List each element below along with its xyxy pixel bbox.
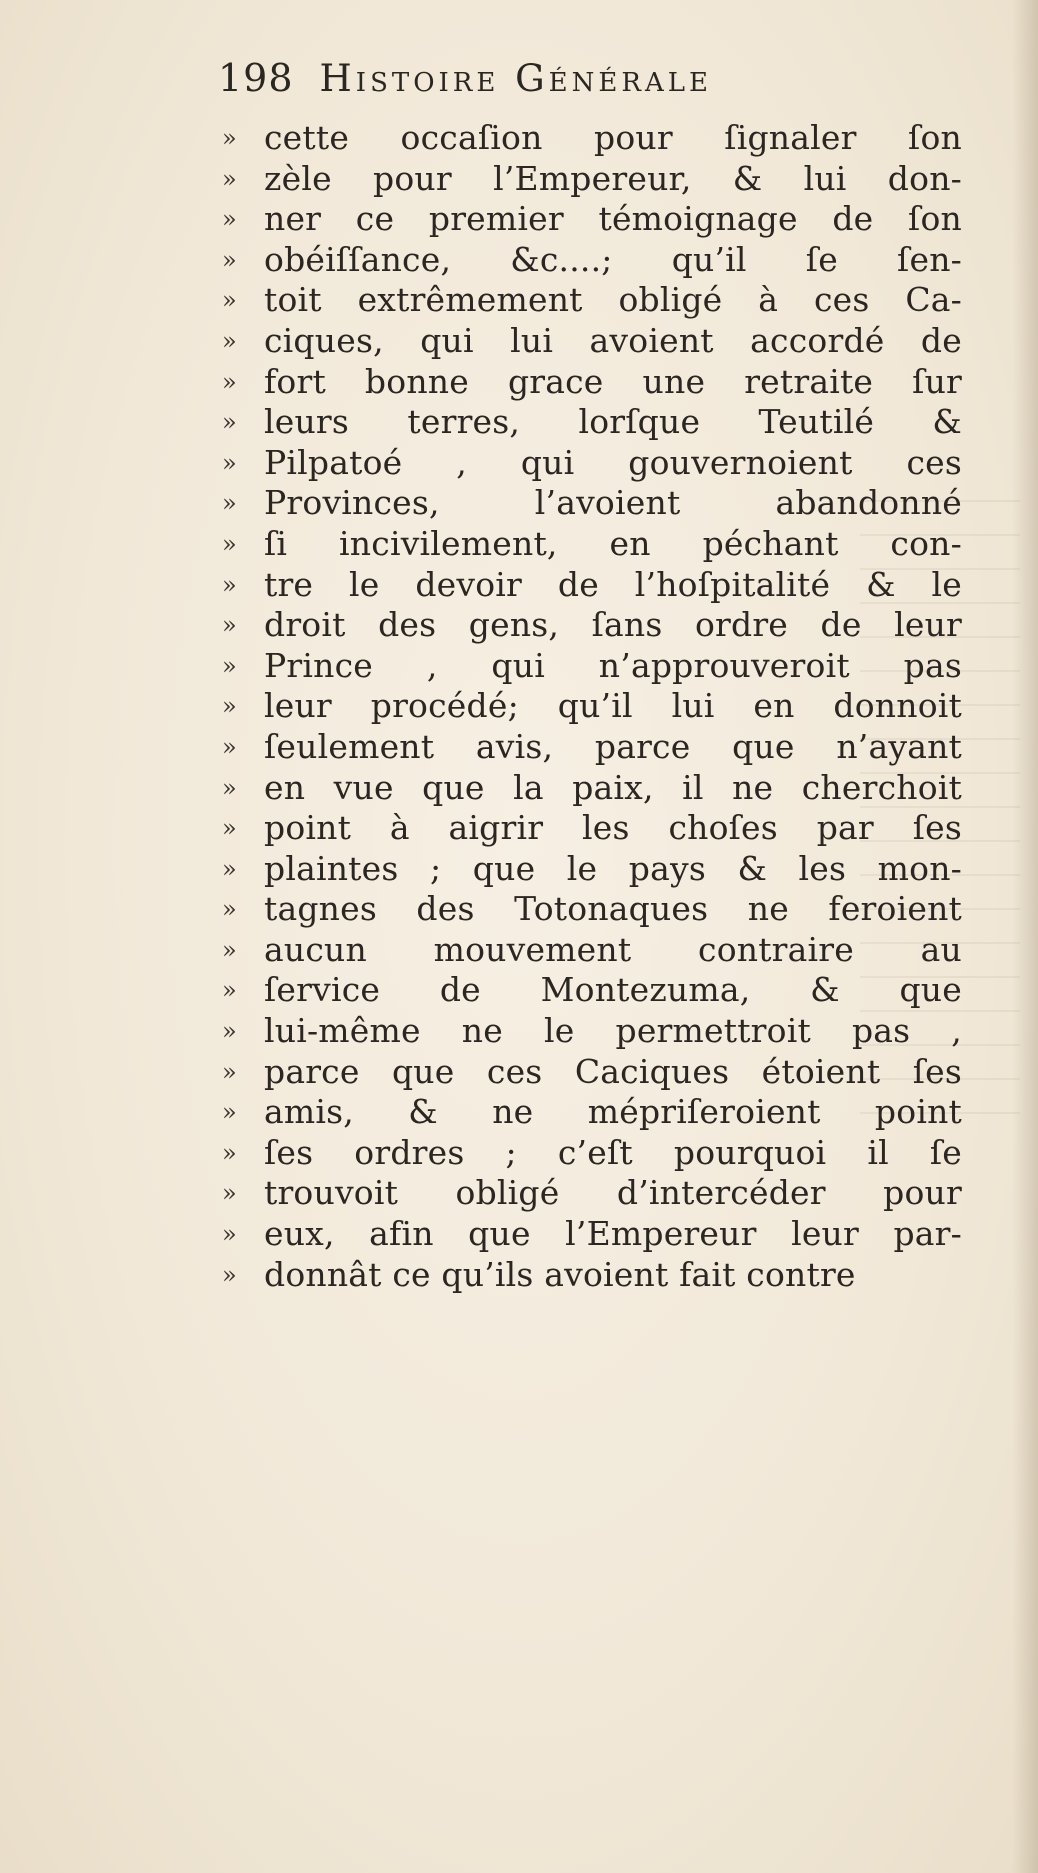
- line-text: Prince , qui n’approuveroit pas: [264, 645, 962, 685]
- quote-mark: »: [222, 773, 237, 802]
- line-text: tre le devoir de l’hoſpitalité & le: [264, 564, 962, 604]
- line-text: donnât ce qu’ils avoient fait contre: [264, 1254, 856, 1294]
- text-line: [222, 362, 962, 403]
- text-line: [222, 1255, 962, 1296]
- text-line: [222, 1011, 962, 1052]
- quote-mark: »: [222, 1138, 237, 1167]
- text-line: [222, 118, 962, 159]
- line-text: zèle pour l’Empereur, & lui don-: [264, 158, 962, 198]
- quote-mark: »: [222, 895, 237, 924]
- quote-mark: »: [222, 448, 237, 477]
- line-text: ciques, qui lui avoient accordé de: [264, 320, 962, 360]
- line-text: amis, & ne mépriſeroient point: [264, 1092, 962, 1132]
- line-text: ner ce premier témoignage de ſon: [264, 199, 962, 239]
- quote-mark: »: [222, 489, 237, 518]
- quote-mark: »: [222, 814, 237, 843]
- line-text: lui-même ne le permettroit pas ,: [264, 1011, 962, 1051]
- line-text: trouvoit obligé d’intercéder pour: [264, 1173, 962, 1213]
- quote-mark: »: [222, 124, 237, 152]
- page-number: 198: [218, 56, 294, 100]
- text-line: [222, 686, 962, 727]
- quote-mark: »: [222, 692, 237, 721]
- quote-mark: »: [222, 732, 237, 761]
- text-line: [222, 646, 962, 687]
- text-line: [222, 280, 962, 321]
- text-line: [222, 889, 962, 930]
- text-line: [222, 605, 962, 646]
- text-line: [222, 727, 962, 768]
- line-text: tagnes des Totonaques ne feroient: [264, 889, 962, 929]
- text-line: [222, 1214, 962, 1255]
- line-text: toit extrêmement obligé à ces Ca-: [264, 280, 962, 320]
- quote-mark: »: [222, 935, 237, 964]
- line-text: en vue que la paix, il ne cherchoit: [264, 767, 962, 807]
- text-line: [222, 849, 962, 890]
- line-text: obéiſſance, &c....; qu’il ſe ſen-: [264, 239, 962, 279]
- text-line: [222, 565, 962, 606]
- text-line: [222, 808, 962, 849]
- text-line: [222, 199, 962, 240]
- line-text: ſeulement avis, parce que n’ayant: [264, 726, 962, 766]
- line-text: ſervice de Montezuma, & que: [264, 970, 962, 1010]
- quote-mark: »: [222, 326, 237, 355]
- text-line: [222, 240, 962, 281]
- line-text: droit des gens, ſans ordre de leur: [264, 605, 962, 645]
- running-title: Histoire Générale: [319, 57, 712, 100]
- quote-mark: »: [222, 651, 237, 680]
- quote-mark: »: [222, 245, 237, 274]
- quote-mark: »: [222, 164, 237, 193]
- text-line: [222, 483, 962, 524]
- quote-mark: »: [222, 205, 237, 234]
- line-text: leur procédé; qu’il lui en donnoit: [264, 686, 962, 726]
- text-line: [222, 443, 962, 484]
- line-text: plaintes ; que le pays & les mon-: [264, 848, 962, 888]
- line-text: cette occaſion pour ſignaler ſon: [264, 118, 962, 157]
- quote-mark: »: [222, 976, 237, 1005]
- text-line: [222, 524, 962, 565]
- text-line: [222, 970, 962, 1011]
- line-text: aucun mouvement contraire au: [264, 929, 962, 969]
- quote-mark: »: [222, 1057, 237, 1086]
- line-text: parce que ces Caciques étoient ſes: [264, 1051, 962, 1091]
- quote-mark: »: [222, 1220, 237, 1249]
- quote-mark: »: [222, 570, 237, 599]
- text-line: [222, 768, 962, 809]
- text-line: [222, 1133, 962, 1174]
- quote-mark: »: [222, 1260, 237, 1289]
- text-line: [222, 1092, 962, 1133]
- text-line: [222, 1173, 962, 1214]
- text-line: [222, 1052, 962, 1093]
- quote-mark: »: [222, 367, 237, 396]
- quote-mark: »: [222, 1179, 237, 1208]
- quote-mark: »: [222, 286, 237, 315]
- line-text: Provinces, l’avoient abandonné: [264, 483, 962, 523]
- quote-mark: »: [222, 611, 237, 640]
- line-text: fort bonne grace une retraite ſur: [264, 361, 962, 401]
- text-line: [222, 402, 962, 443]
- quote-mark: »: [222, 1017, 237, 1046]
- body-text: [222, 118, 962, 1295]
- text-line: [222, 321, 962, 362]
- line-text: ſi incivilement, en péchant con-: [264, 523, 962, 563]
- page-header: [218, 56, 978, 116]
- text-line: [222, 930, 962, 971]
- line-text: eux, afin que l’Empereur leur par-: [264, 1214, 962, 1254]
- line-text: Pilpatoé , qui gouvernoient ces: [264, 442, 962, 482]
- quote-mark: »: [222, 408, 237, 437]
- line-text: leurs terres, lorſque Teutilé &: [264, 402, 962, 442]
- text-line: [222, 159, 962, 200]
- quote-mark: »: [222, 1098, 237, 1127]
- quote-mark: »: [222, 854, 237, 883]
- quote-mark: »: [222, 529, 237, 558]
- line-text: point à aigrir les choſes par ſes: [264, 808, 962, 848]
- line-text: ſes ordres ; c’eſt pourquoi il ſe: [264, 1132, 962, 1172]
